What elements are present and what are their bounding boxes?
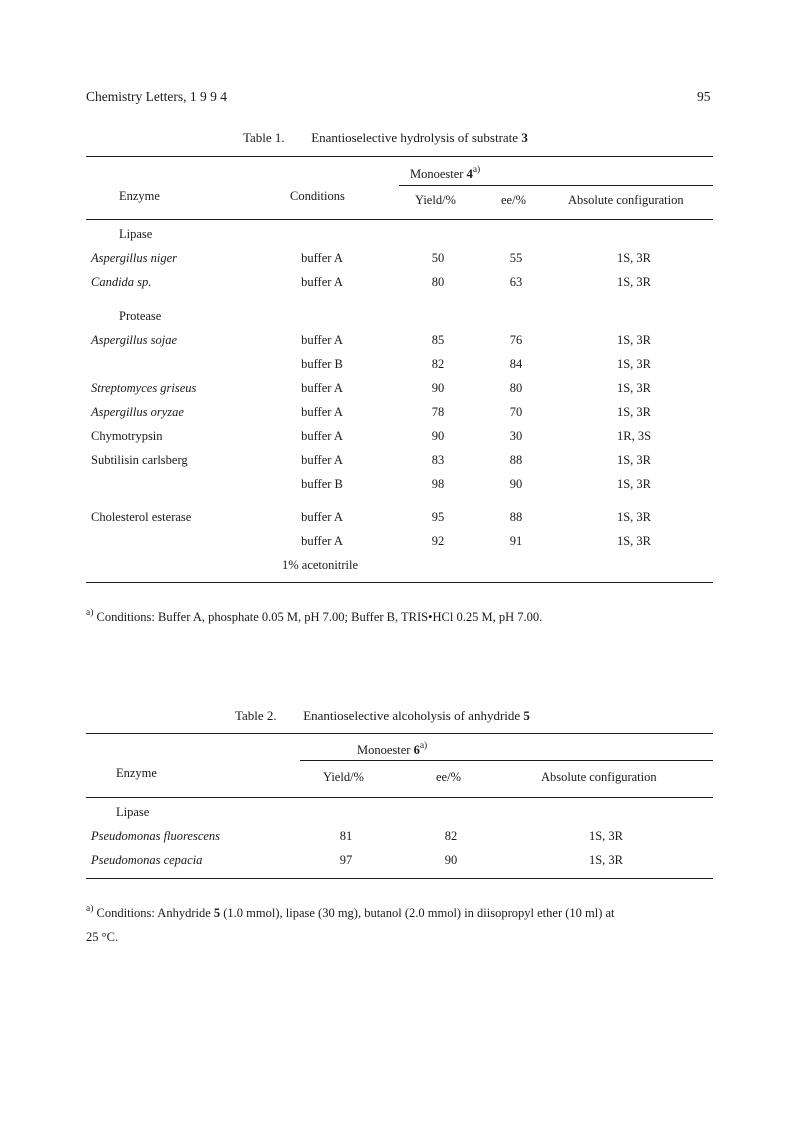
table1-caption-text: Enantioselective hydrolysis of substrate [311, 130, 519, 145]
table1-cell-config: 1S, 3R [616, 453, 652, 467]
table1-cell-ee: 88 [509, 453, 523, 467]
table1-cell-yield: 95 [431, 510, 445, 524]
table1-cell-enzyme: Chymotrypsin [91, 429, 163, 443]
table1-cell-ee: 30 [509, 429, 523, 443]
table1-cell-ee: 90 [509, 477, 523, 491]
table1-cell-conditions: 1% acetonitrile [281, 558, 359, 572]
table1-cell-config: 1S, 3R [616, 510, 652, 524]
table1-cell-enzyme: Streptomyces griseus [91, 381, 197, 395]
table1-group-note: a) [472, 165, 481, 175]
table1-group-compound: 4 [466, 167, 473, 181]
table1-cell-enzyme: Protease [119, 309, 162, 323]
table2-caption [235, 708, 530, 724]
table1-col-conditions: Conditions [290, 189, 345, 203]
table2-col-ee: ee/% [436, 770, 461, 784]
table2-group-compound: 6 [413, 743, 420, 757]
table2-cell-config: 1S, 3R [588, 853, 624, 867]
table1-cell-conditions: buffer A [301, 333, 343, 347]
table1-cell-yield: 90 [431, 381, 445, 395]
table1-bottom-rule [86, 582, 713, 583]
table1-cell-config: 1S, 3R [616, 534, 652, 548]
table1-cell-config: 1S, 3R [616, 357, 652, 371]
table1-col-ee: ee/% [501, 193, 526, 207]
table1-footnote-text: Conditions: Buffer A, phosphate 0.05 M, pH 7.00; Buffer B, TRIS•HCl 0.25 M, pH 7.00. [96, 610, 543, 624]
table2-footnote-mark: a) [86, 904, 94, 914]
table1-group-rule [399, 185, 713, 186]
table2-caption-compound: 5 [523, 708, 530, 723]
table2-col-yield: Yield/% [323, 770, 364, 784]
table2-cell-config: 1S, 3R [588, 829, 624, 843]
table1-cell-yield: 78 [431, 405, 445, 419]
table2-footnote-compound: 5 [213, 906, 221, 920]
table1-top-rule [86, 156, 713, 157]
table2-cell-yield: 97 [339, 853, 353, 867]
table1-cell-config: 1S, 3R [616, 251, 652, 265]
table1-footnote-mark: a) [86, 608, 94, 618]
table1-cell-yield: 80 [431, 275, 445, 289]
table2-footnote-post: (1.0 mmol), lipase (30 mg), butanol (2.0 mmol) in diisopropyl ether (10 ml) at [223, 906, 615, 920]
table1-caption-compound: 3 [521, 130, 528, 145]
table1-cell-yield: 50 [431, 251, 445, 265]
table1-col-yield: Yield/% [415, 193, 456, 207]
table2-header-rule [86, 797, 713, 798]
table1-col-config: Absolute configuration [568, 193, 684, 207]
table2-group-header [357, 741, 427, 758]
table1-caption [243, 130, 528, 146]
page-number: 95 [697, 89, 711, 104]
table1-cell-config: 1S, 3R [616, 275, 652, 289]
table2-group-rule [300, 760, 713, 761]
table2-cell-ee: 90 [444, 853, 458, 867]
table1-footnote [86, 608, 542, 625]
table2-top-rule [86, 733, 713, 734]
table1-cell-yield: 98 [431, 477, 445, 491]
table1-cell-ee: 76 [509, 333, 523, 347]
table2-group-header-label: Monoester [357, 743, 411, 757]
table1-cell-enzyme: Candida sp. [91, 275, 152, 289]
table1-group-header-label: Monoester [410, 167, 464, 181]
table1-cell-yield: 83 [431, 453, 445, 467]
table2-caption-text: Enantioselective alcoholysis of anhydride [303, 708, 521, 723]
table1-cell-config: 1S, 3R [616, 333, 652, 347]
table1-cell-conditions: buffer A [301, 381, 343, 395]
table1-col-enzyme: Enzyme [119, 189, 160, 203]
table1-cell-enzyme: Aspergillus sojae [91, 333, 177, 347]
table1-cell-conditions: buffer B [301, 477, 343, 491]
table2-cell-enzyme: Pseudomonas cepacia [91, 853, 203, 867]
table1-cell-enzyme: Lipase [119, 227, 153, 241]
table1-cell-ee: 91 [509, 534, 523, 548]
table2-footnote-pre: Conditions: Anhydride [96, 906, 211, 920]
table1-cell-yield: 85 [431, 333, 445, 347]
table2-footnote-line2: 25 °C. [86, 930, 119, 944]
table1-caption-label: Table 1. [243, 130, 285, 145]
table1-cell-enzyme: Cholesterol esterase [91, 510, 192, 524]
table1-cell-config: 1S, 3R [616, 405, 652, 419]
table1-cell-ee: 80 [509, 381, 523, 395]
table1-cell-config: 1S, 3R [616, 381, 652, 395]
table1-cell-config: 1R, 3S [616, 429, 652, 443]
table2-cell-ee: 82 [444, 829, 458, 843]
table1-cell-yield: 82 [431, 357, 445, 371]
table1-cell-ee: 88 [509, 510, 523, 524]
table2-col-config: Absolute configuration [541, 770, 657, 784]
table1-cell-enzyme: Aspergillus niger [91, 251, 177, 265]
table1-cell-ee: 55 [509, 251, 523, 265]
table1-cell-conditions: buffer A [301, 251, 343, 265]
table1-cell-conditions: buffer B [301, 357, 343, 371]
table2-cell-yield: 81 [339, 829, 353, 843]
table1-cell-yield: 92 [431, 534, 445, 548]
table1-cell-enzyme: Aspergillus oryzae [91, 405, 184, 419]
table1-header-rule [86, 219, 713, 220]
table1-cell-conditions: buffer A [301, 510, 343, 524]
table2-cell-enzyme: Pseudomonas fluorescens [91, 829, 221, 843]
table1-cell-conditions: buffer A [301, 534, 343, 548]
table2-caption-label: Table 2. [235, 708, 277, 723]
table1-cell-conditions: buffer A [301, 405, 343, 419]
table2-group-note: a) [419, 741, 428, 751]
table1-cell-config: 1S, 3R [616, 477, 652, 491]
table1-cell-yield: 90 [431, 429, 445, 443]
table2-col-enzyme: Enzyme [116, 766, 157, 780]
table1-cell-ee: 70 [509, 405, 523, 419]
running-header-journal: Chemistry Letters, 1 9 9 4 [86, 89, 227, 104]
table2-footnote [86, 904, 615, 921]
table1-cell-conditions: buffer A [301, 429, 343, 443]
table1-cell-ee: 63 [509, 275, 523, 289]
table1-cell-conditions: buffer A [301, 275, 343, 289]
table1-cell-conditions: buffer A [301, 453, 343, 467]
table1-cell-enzyme: Subtilisin carlsberg [91, 453, 188, 467]
table2-bottom-rule [86, 878, 713, 879]
table2-cell-enzyme: Lipase [116, 805, 150, 819]
table1-group-header [410, 165, 480, 182]
table1-cell-ee: 84 [509, 357, 523, 371]
